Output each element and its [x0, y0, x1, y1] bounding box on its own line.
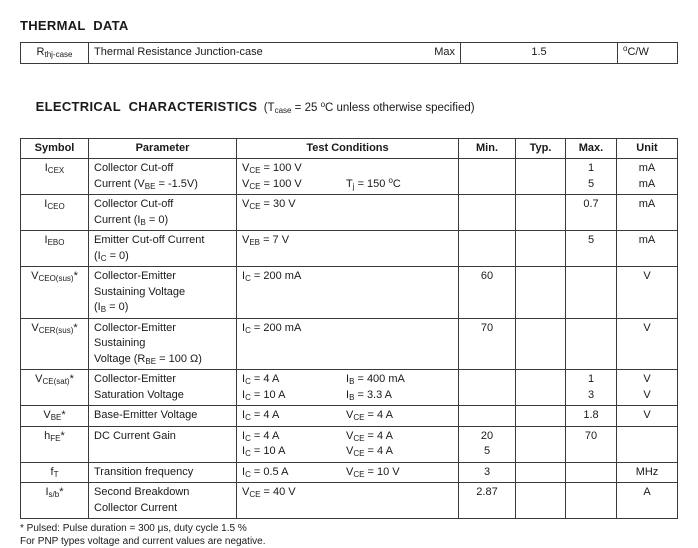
thermal-value-cell: 1.5 — [461, 43, 618, 64]
max-cell — [566, 462, 617, 483]
header-typ: Typ. — [516, 138, 566, 159]
header-min: Min. — [459, 138, 516, 159]
unit-cell: mA — [617, 231, 678, 267]
conditions-cell: $I_C = 200$ mA — [237, 267, 459, 319]
symbol-cell: $I_{EBO}$ — [21, 231, 89, 267]
typ-cell — [516, 231, 566, 267]
electrical-section-subtitle: ($T_{case} = 25$ $^o$C unless otherwise specified) — [257, 99, 475, 115]
table-row — [21, 426, 678, 462]
unit-cell: mA — [617, 195, 678, 231]
footnote-pnp: For PNP types voltage and current values are negative. — [20, 536, 266, 547]
conditions-cell: $V_{CE} = 30$ V — [237, 195, 459, 231]
table-row — [21, 483, 678, 519]
conditions-cell: $I_C = 4$ A $V_{CE} = 4$ A $I_C = 10$ A $V_{CE} = 4$ A — [237, 426, 459, 462]
min-cell: 60 — [459, 267, 516, 319]
thermal-parameter-label: Thermal Resistance Junction-case — [94, 46, 263, 58]
min-cell: 2.87 — [459, 483, 516, 519]
footnote-pulsed: * Pulsed: Pulse duration = 300 μs, duty cycle 1.5 % — [20, 523, 247, 534]
unit-cell: MHz — [617, 462, 678, 483]
table-header-row — [21, 138, 678, 159]
symbol-cell: $I_{CEX}$ — [21, 159, 89, 195]
table-row — [21, 267, 678, 319]
conditions-cell: $I_C = 4$ A $V_{CE} = 4$ A — [237, 406, 459, 427]
min-cell — [459, 159, 516, 195]
unit-cell: A — [617, 483, 678, 519]
electrical-section-heading — [20, 84, 678, 129]
typ-cell — [516, 483, 566, 519]
thermal-section-title: THERMAL DATA — [20, 18, 129, 33]
conditions-cell: $V_{CE} = 40$ V — [237, 483, 459, 519]
table-row — [21, 318, 678, 370]
symbol-cell: $I_{s/b}*$ — [21, 483, 89, 519]
typ-cell — [516, 159, 566, 195]
conditions-cell: $I_C = 200$ mA — [237, 318, 459, 370]
thermal-parameter-cell — [89, 43, 461, 64]
unit-cell: mA mA — [617, 159, 678, 195]
min-cell: 20 5 — [459, 426, 516, 462]
parameter-cell: DC Current Gain — [89, 426, 237, 462]
typ-cell — [516, 267, 566, 319]
footnotes — [20, 522, 678, 548]
parameter-cell: Transition frequency — [89, 462, 237, 483]
min-cell: 70 — [459, 318, 516, 370]
electrical-section-title: ELECTRICAL CHARACTERISTICS — [35, 98, 258, 114]
table-row — [21, 159, 678, 195]
parameter-cell: Collector Cut-off Current $(V_{BE} = -1.5V)$ — [89, 159, 237, 195]
symbol-cell: $V_{BE}*$ — [21, 406, 89, 427]
unit-cell: V — [617, 267, 678, 319]
conditions-cell: $V_{EB} = 7$ V — [237, 231, 459, 267]
unit-cell — [617, 426, 678, 462]
thermal-table — [20, 42, 678, 64]
parameter-cell: Emitter Cut-off Current $(I_C = 0)$ — [89, 231, 237, 267]
typ-cell — [516, 370, 566, 406]
min-cell: 3 — [459, 462, 516, 483]
min-cell — [459, 406, 516, 427]
min-cell — [459, 231, 516, 267]
max-cell: 70 — [566, 426, 617, 462]
max-cell: 0.7 — [566, 195, 617, 231]
max-cell: 5 — [566, 231, 617, 267]
header-symbol: Symbol — [21, 138, 89, 159]
parameter-cell: Base-Emitter Voltage — [89, 406, 237, 427]
max-cell — [566, 318, 617, 370]
conditions-cell: $V_{CE} = 100$ V $V_{CE} = 100$ V $T_j = 150$ $^o$C — [237, 159, 459, 195]
electrical-table-body — [21, 159, 678, 519]
conditions-cell: $I_C = 0.5$ A $V_{CE} = 10$ V — [237, 462, 459, 483]
table-row — [21, 195, 678, 231]
parameter-cell: Second Breakdown Collector Current — [89, 483, 237, 519]
typ-cell — [516, 406, 566, 427]
header-test-conditions: Test Conditions — [237, 138, 459, 159]
parameter-cell: Collector-Emitter Saturation Voltage — [89, 370, 237, 406]
table-row — [21, 406, 678, 427]
parameter-cell: Collector-Emitter Sustaining Voltage ($R_{BE} = 100$ Ω) — [89, 318, 237, 370]
thermal-table-row — [21, 43, 678, 64]
unit-cell: V — [617, 406, 678, 427]
header-max: Max. — [566, 138, 617, 159]
thermal-symbol-cell: $R_{thj-case}$ — [21, 43, 89, 64]
table-row — [21, 370, 678, 406]
thermal-qualifier-label: Max — [434, 46, 455, 58]
symbol-cell: $V_{CEO(sus)}*$ — [21, 267, 89, 319]
symbol-cell: $V_{CE(sat)}*$ — [21, 370, 89, 406]
parameter-cell: Collector Cut-off Current $(I_B = 0)$ — [89, 195, 237, 231]
electrical-table — [20, 138, 678, 520]
symbol-cell: $f_T$ — [21, 462, 89, 483]
max-cell — [566, 483, 617, 519]
max-cell: 1 5 — [566, 159, 617, 195]
typ-cell — [516, 426, 566, 462]
min-cell — [459, 370, 516, 406]
unit-cell: V — [617, 318, 678, 370]
table-row — [21, 462, 678, 483]
typ-cell — [516, 462, 566, 483]
min-cell — [459, 195, 516, 231]
typ-cell — [516, 195, 566, 231]
max-cell — [566, 267, 617, 319]
thermal-unit-cell: $^o$C/W — [618, 43, 678, 64]
typ-cell — [516, 318, 566, 370]
unit-cell: V V — [617, 370, 678, 406]
symbol-cell: $I_{CEO}$ — [21, 195, 89, 231]
conditions-cell: $I_C = 4$ A $I_B = 400$ mA $I_C = 10$ A $I_B = 3.3$ A — [237, 370, 459, 406]
parameter-cell: Collector-Emitter Sustaining Voltage $(I_B = 0)$ — [89, 267, 237, 319]
header-parameter: Parameter — [89, 138, 237, 159]
max-cell: 1.8 — [566, 406, 617, 427]
table-row — [21, 231, 678, 267]
max-cell: 1 3 — [566, 370, 617, 406]
header-unit: Unit — [617, 138, 678, 159]
symbol-cell: $h_{FE}*$ — [21, 426, 89, 462]
symbol-cell: $V_{CER(sus)}*$ — [21, 318, 89, 370]
